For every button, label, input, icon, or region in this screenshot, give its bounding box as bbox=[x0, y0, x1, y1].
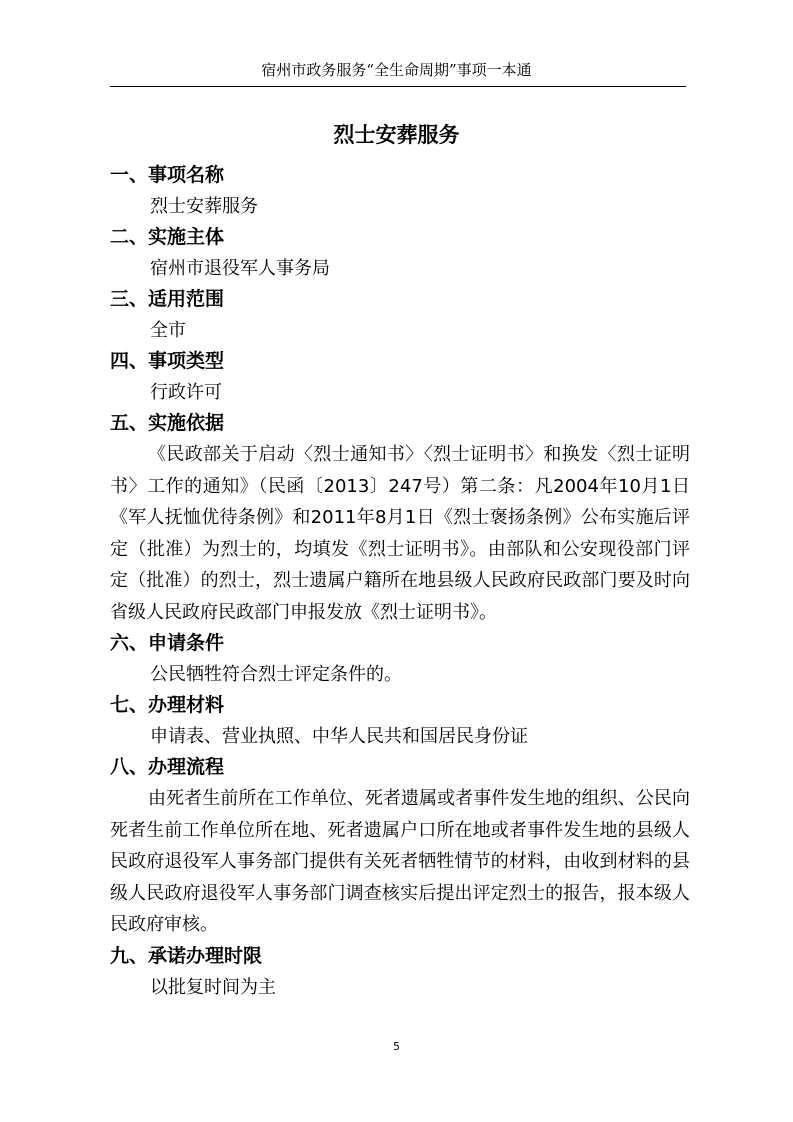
section-item-type bbox=[110, 346, 690, 408]
section-heading: 三、适用范围 bbox=[110, 288, 225, 310]
section-text: 全市 bbox=[150, 320, 186, 341]
section-heading: 四、事项类型 bbox=[110, 350, 225, 372]
section-heading: 九、承诺办理时限 bbox=[110, 944, 263, 967]
section-scope bbox=[110, 284, 690, 346]
section-text: 由死者生前所在工作单位、死者遗属或者事件发生地的组织、公民向死者生前工作单位所在地、死者遗属户口所在地或者事件发生地的县级人民政府退役军人事务部门提供有关死者牺牲情节的材料，由收到材料的县级人民政府退役军人事务部门调查核实后提出评定烈士的报告，报本级人民政府审核。 bbox=[110, 788, 690, 935]
section-heading: 一、事项名称 bbox=[110, 164, 225, 186]
page-number: 5 bbox=[393, 1040, 400, 1053]
section-text: 行政许可 bbox=[150, 382, 222, 403]
section-text: 烈士安葬服务 bbox=[150, 196, 258, 217]
section-text: 《民政部关于启动〈烈士通知书〉〈烈士证明书〉和换发〈烈士证明书〉工作的通知》（民函〔2013〕247号）第二条：凡2004年10月1日《军人抚恤优待条例》和2011年8月1日《烈士褒扬条例》公布实施后评定（批准）为烈士的，均填发《烈士证明书》。由部队和公安现役部门评定（批准）的烈士，烈士遗属户籍所在地县级人民政府民政部门要及时向省级人民政府民政部门申报发放《烈士证明书》。 bbox=[110, 444, 690, 623]
section-heading: 六、申请条件 bbox=[110, 632, 225, 654]
header-divider bbox=[110, 86, 686, 87]
document-body bbox=[110, 160, 690, 1003]
section-time-limit bbox=[110, 941, 690, 1003]
section-item-name bbox=[110, 160, 690, 222]
running-header: 宿州市政务服务“全生命周期”事项一本通 bbox=[261, 61, 532, 79]
section-heading: 二、实施主体 bbox=[110, 226, 225, 248]
section-text: 申请表、营业执照、中华人民共和国居民身份证 bbox=[150, 726, 528, 747]
document-title: 烈士安葬服务 bbox=[333, 123, 460, 147]
section-text: 宿州市退役军人事务局 bbox=[150, 258, 330, 279]
section-heading: 八、办理流程 bbox=[110, 756, 225, 778]
section-text: 公民牺牲符合烈士评定条件的。 bbox=[150, 664, 402, 685]
section-materials bbox=[110, 690, 690, 752]
section-heading: 七、办理材料 bbox=[110, 694, 225, 716]
section-text: 以批复时间为主 bbox=[150, 976, 276, 998]
section-legal-basis bbox=[110, 408, 690, 628]
section-process bbox=[110, 752, 690, 941]
section-conditions bbox=[110, 628, 690, 690]
section-heading: 五、实施依据 bbox=[110, 412, 225, 434]
section-implementing-body bbox=[110, 222, 690, 284]
